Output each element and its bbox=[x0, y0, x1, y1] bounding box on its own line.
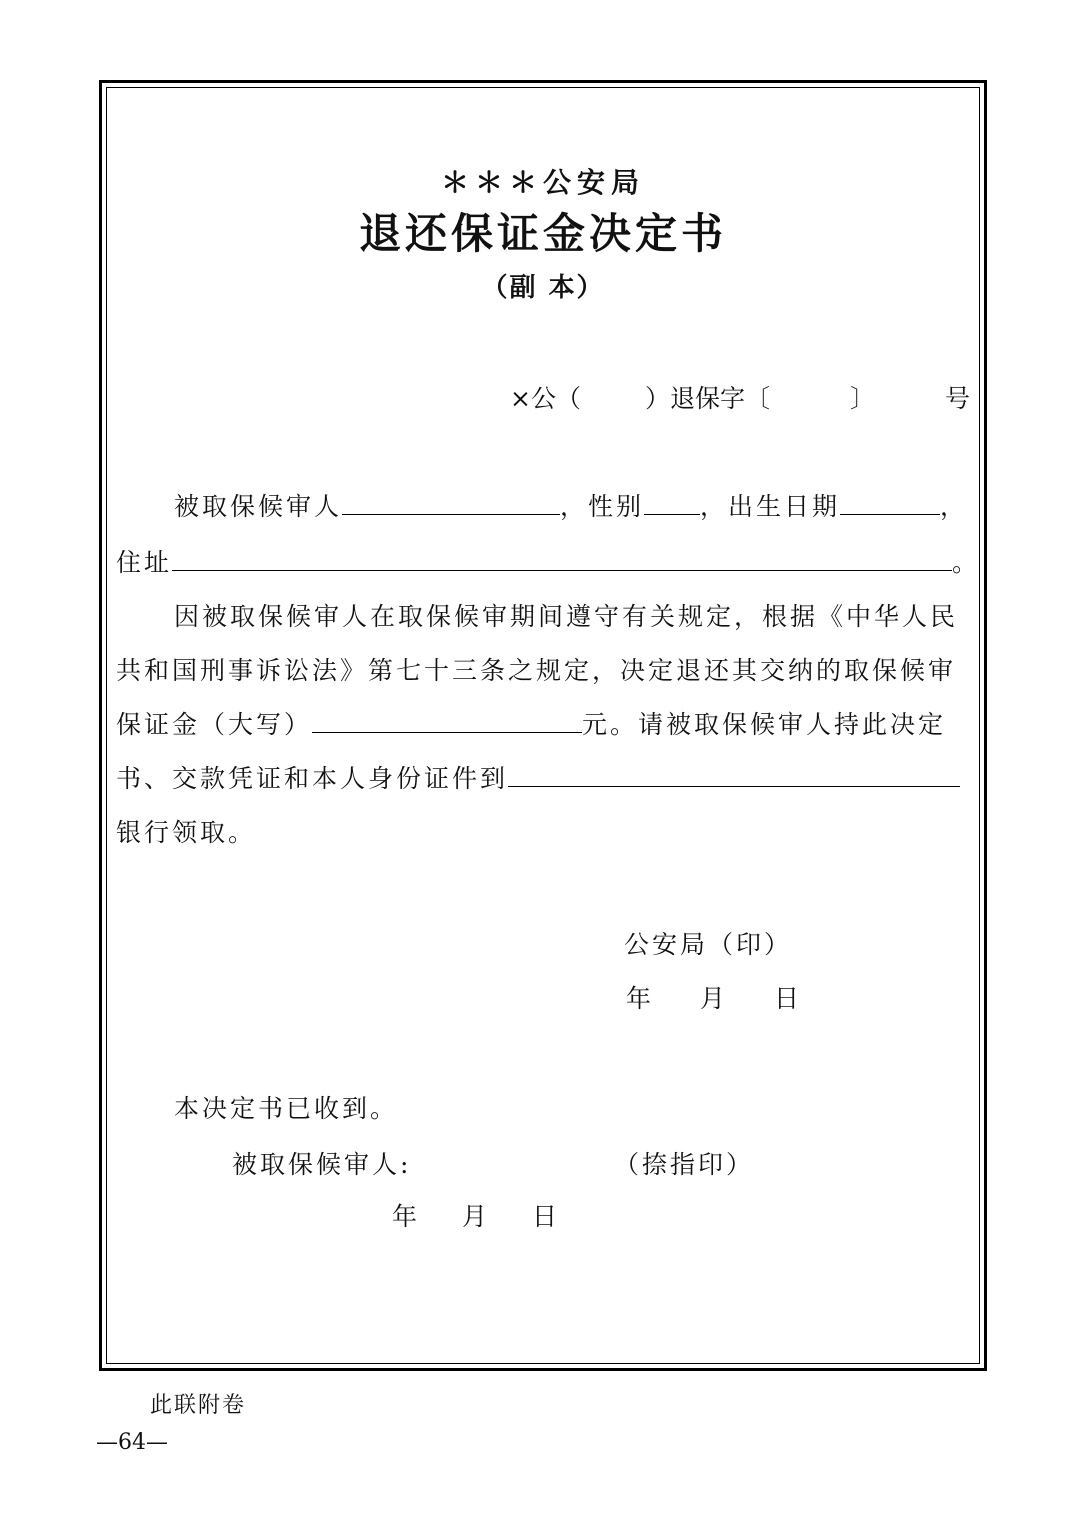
document-title: 退还保证金决定书 bbox=[358, 209, 727, 258]
suspect-line bbox=[174, 487, 968, 523]
body-line-5: 银行领取。 bbox=[116, 818, 257, 847]
recipient-label: 被取保候审人: bbox=[232, 1150, 412, 1179]
bank-prefix: 书、交款凭证和本人身份证件到 bbox=[116, 764, 509, 793]
issuer-year: 年 bbox=[626, 984, 655, 1013]
deposit-suffix: 元。请被取保候审人持此决定 bbox=[582, 710, 947, 739]
receipt-day: 日 bbox=[532, 1202, 561, 1231]
document-frame bbox=[99, 80, 987, 1371]
address-blank[interactable] bbox=[172, 548, 952, 571]
issuer-month: 月 bbox=[700, 984, 729, 1013]
copy-label: （副 本） bbox=[481, 273, 605, 303]
issuer-seal: 公安局（印） bbox=[624, 930, 793, 959]
birthdate-blank[interactable] bbox=[840, 492, 940, 515]
body-line-1: 因被取保候审人在取保候审期间遵守有关规定，根据《中华人民 bbox=[174, 602, 959, 631]
receipt-month: 月 bbox=[462, 1202, 491, 1231]
receipt-date bbox=[392, 1197, 560, 1233]
doc-number-prefix: ×公（ bbox=[510, 384, 581, 413]
birthdate-label: ，出生日期 bbox=[700, 492, 841, 521]
receipt-year: 年 bbox=[392, 1202, 421, 1231]
address-line bbox=[116, 543, 980, 579]
deposit-amount-blank[interactable] bbox=[312, 710, 582, 733]
fingerprint-label: （捺指印） bbox=[614, 1150, 755, 1179]
receipt-acknowledgement: 本决定书已收到。 bbox=[174, 1094, 399, 1123]
doc-number-bracket-close: 〕 bbox=[849, 384, 875, 413]
issuer-date bbox=[626, 979, 802, 1015]
body-line-2: 共和国刑事诉讼法》第七十三条之规定，决定退还其交纳的取保候审 bbox=[116, 656, 957, 685]
bank-name-blank[interactable] bbox=[508, 764, 960, 787]
issuer-day: 日 bbox=[774, 984, 803, 1013]
address-end: 。 bbox=[952, 548, 981, 577]
body-line-4 bbox=[116, 759, 960, 795]
footer-note: 此联附卷 bbox=[150, 1393, 247, 1418]
doc-number-suffix: 号 bbox=[944, 384, 970, 413]
gender-blank[interactable] bbox=[644, 492, 700, 515]
line1-end: ， bbox=[940, 492, 969, 521]
suspect-label: 被取保候审人 bbox=[174, 492, 343, 521]
doc-number-mid: ）退保字〔 bbox=[644, 384, 770, 413]
page-number: —64— bbox=[96, 1430, 168, 1455]
document-number bbox=[510, 379, 970, 415]
suspect-name-blank[interactable] bbox=[342, 492, 560, 515]
deposit-label: 保证金（大写） bbox=[116, 710, 313, 739]
gender-label: ，性别 bbox=[560, 492, 645, 521]
body-line-3 bbox=[116, 705, 946, 741]
agency-name: ＊＊＊公安局 bbox=[440, 166, 645, 199]
address-label: 住址 bbox=[116, 548, 173, 577]
